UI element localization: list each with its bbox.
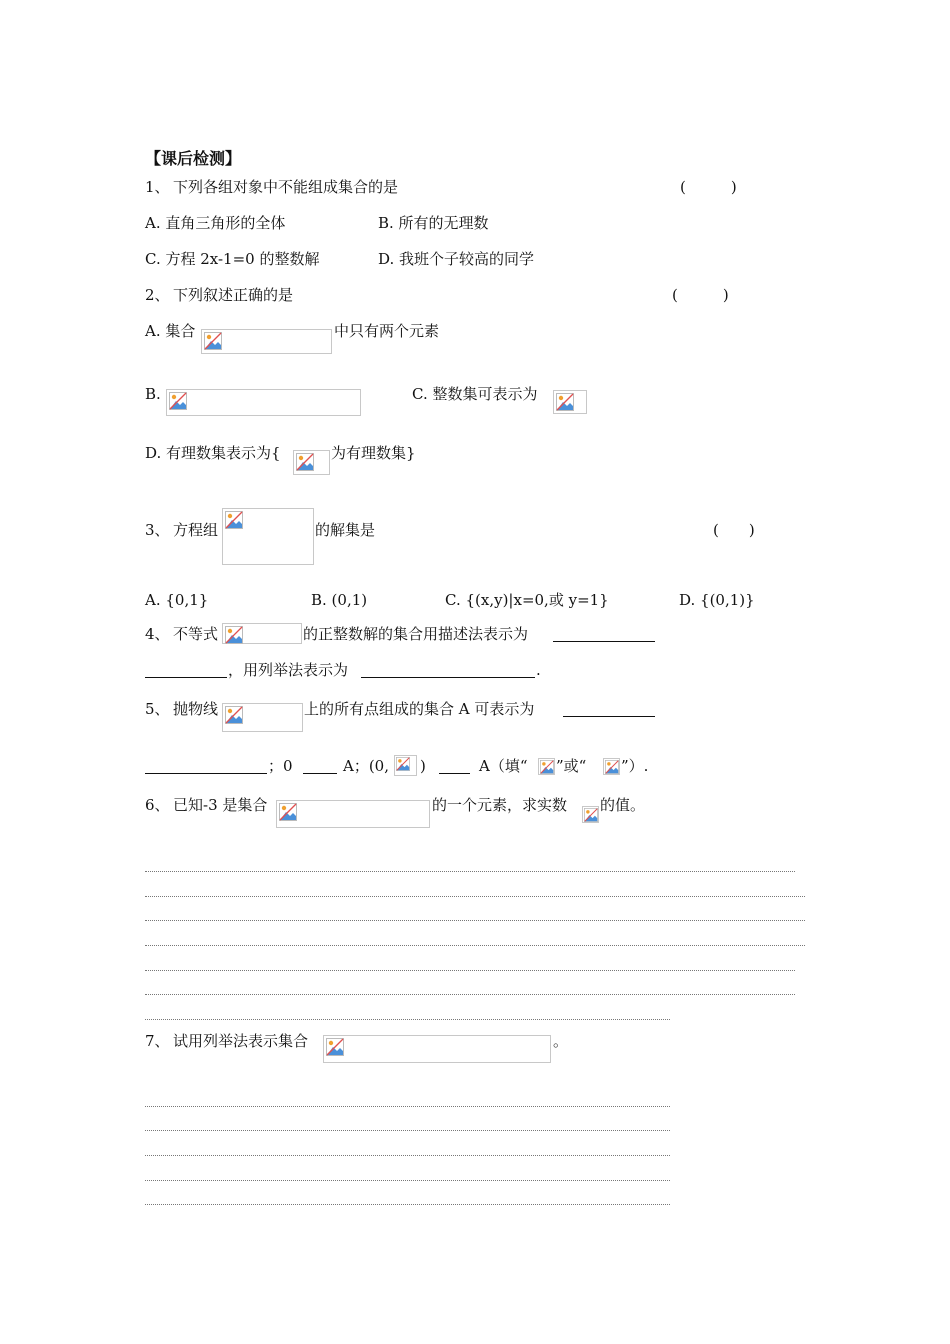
q5-line2-c: ) xyxy=(420,757,426,775)
broken-image-icon xyxy=(326,1038,344,1056)
answer-line xyxy=(145,1180,670,1181)
q5-line2-a: ；0 xyxy=(268,757,293,775)
q5-prefix: 抛物线 xyxy=(173,700,219,718)
answer-line xyxy=(145,1106,670,1107)
q3-option-c: C. {(x,y)|x=0,或 y=1} xyxy=(445,591,609,609)
formula-image xyxy=(166,389,361,416)
formula-image xyxy=(323,1035,551,1063)
broken-image-icon xyxy=(225,706,243,724)
q7-end: 。 xyxy=(553,1032,569,1050)
q5-line2-e: ”或“ xyxy=(556,757,587,775)
broken-image-icon xyxy=(605,760,619,774)
q1-option-c: C. 方程 2x-1=0 的整数解 xyxy=(145,250,320,268)
q2-option-d-prefix: D. 有理数集表示为{ xyxy=(145,444,281,462)
answer-line xyxy=(145,1019,670,1020)
q6-prefix: 已知-3 是集合 xyxy=(173,796,268,814)
q2-option-c-prefix: C. 整数集可表示为 xyxy=(412,385,538,403)
answer-blank xyxy=(145,661,227,678)
answer-line xyxy=(145,994,795,995)
q5-number: 5、 xyxy=(145,700,170,718)
q6-number: 6、 xyxy=(145,796,170,814)
q2-answer-paren: ( ) xyxy=(672,286,729,304)
q3-option-a: A. {0,1} xyxy=(145,591,209,609)
formula-image xyxy=(222,703,303,732)
q1-option-b: B. 所有的无理数 xyxy=(378,214,489,232)
answer-line xyxy=(145,896,805,897)
section-title: 【课后检测】 xyxy=(145,149,242,168)
answer-blank xyxy=(303,757,337,774)
answer-blank xyxy=(361,661,535,678)
formula-image xyxy=(394,755,417,776)
answer-line xyxy=(145,871,795,872)
formula-image xyxy=(582,806,599,823)
q1-stem: 下列各组对象中不能组成集合的是 xyxy=(173,178,399,196)
answer-line xyxy=(145,1204,670,1205)
broken-image-icon xyxy=(296,453,314,471)
q5-middle: 上的所有点组成的集合 A 可表示为 xyxy=(304,700,535,718)
q1-number: 1、 xyxy=(145,178,170,196)
answer-line xyxy=(145,945,805,946)
q5-line2-d: A（填“ xyxy=(479,757,528,775)
formula-image xyxy=(603,758,620,775)
formula-image xyxy=(222,508,314,565)
q3-stem-prefix: 方程组 xyxy=(173,521,219,539)
q1-answer-paren: ( ) xyxy=(680,178,737,196)
broken-image-icon xyxy=(225,511,243,529)
q5-line2-b: A；(0, xyxy=(343,757,389,775)
formula-image xyxy=(276,800,430,828)
q6-middle: 的一个元素，求实数 xyxy=(432,796,568,814)
broken-image-icon xyxy=(584,808,598,822)
broken-image-icon xyxy=(204,332,222,350)
q7-prefix: 试用列举法表示集合 xyxy=(173,1032,309,1050)
q4-middle: 的正整数解的集合用描述法表示为 xyxy=(303,625,529,643)
formula-image xyxy=(538,758,555,775)
q4-end: . xyxy=(536,661,541,679)
q3-option-d: D. {(0,1)} xyxy=(679,591,755,609)
q7-number: 7、 xyxy=(145,1032,170,1050)
answer-line xyxy=(145,1130,670,1131)
q4-number: 4、 xyxy=(145,625,170,643)
q3-stem-suffix: 的解集是 xyxy=(315,521,376,539)
q2-number: 2、 xyxy=(145,286,170,304)
q1-option-a: A. 直角三角形的全体 xyxy=(145,214,286,232)
q2-option-a-prefix: A. 集合 xyxy=(145,322,196,340)
q4-prefix: 不等式 xyxy=(173,625,219,643)
answer-blank xyxy=(563,700,655,717)
q2-option-d-suffix: 为有理数集} xyxy=(331,444,416,462)
formula-image xyxy=(222,623,302,644)
q2-option-a-suffix: 中只有两个元素 xyxy=(334,322,440,340)
q6-end: 的值。 xyxy=(600,796,646,814)
answer-line xyxy=(145,1155,670,1156)
broken-image-icon xyxy=(556,393,574,411)
q5-line2-f: ”）. xyxy=(621,757,649,775)
broken-image-icon xyxy=(540,760,554,774)
q3-option-b: B. (0,1) xyxy=(311,591,368,609)
answer-blank xyxy=(439,757,470,774)
formula-image xyxy=(201,329,332,354)
formula-image xyxy=(293,450,330,475)
q4-line2: ，用列举法表示为 xyxy=(228,661,349,679)
q2-option-b-prefix: B. xyxy=(145,385,161,403)
broken-image-icon xyxy=(225,626,243,644)
q3-number: 3、 xyxy=(145,521,170,539)
answer-blank xyxy=(553,625,655,642)
answer-line xyxy=(145,970,795,971)
q3-answer-paren: ( ) xyxy=(713,521,755,539)
answer-line xyxy=(145,920,805,921)
broken-image-icon xyxy=(279,803,297,821)
answer-blank xyxy=(145,757,267,774)
q1-option-d: D. 我班个子较高的同学 xyxy=(378,250,535,268)
formula-image xyxy=(553,390,587,414)
broken-image-icon xyxy=(169,392,187,410)
broken-image-icon xyxy=(396,757,410,771)
q2-stem: 下列叙述正确的是 xyxy=(173,286,294,304)
